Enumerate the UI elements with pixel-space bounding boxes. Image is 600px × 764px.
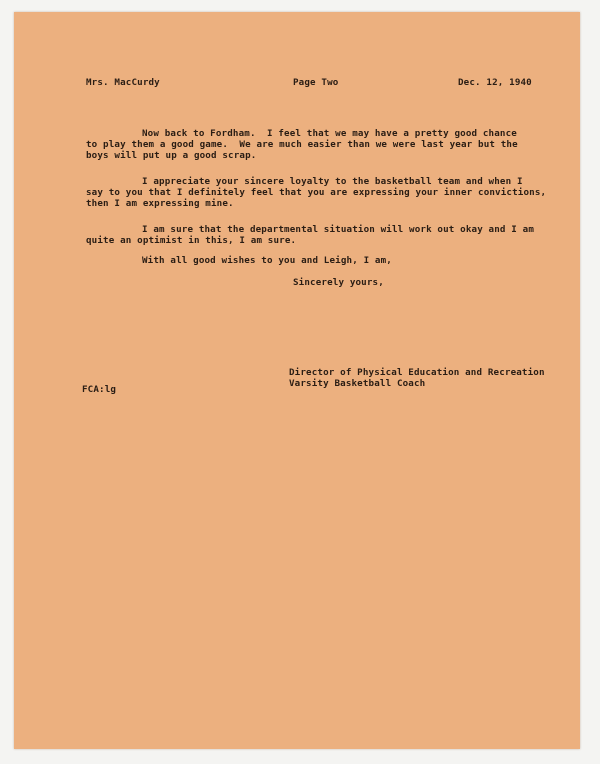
paragraph-2-line-2: say to you that I definitely feel that you are expressing your inner convictions, [86, 187, 547, 198]
letter-date: Dec. 12, 1940 [458, 77, 532, 88]
signature-title-2: Varsity Basketball Coach [289, 378, 426, 389]
signature-title-1: Director of Physical Education and Recreation [289, 367, 545, 378]
paragraph-1-line-2: to play them a good game. We are much easier than we were last year but the [86, 139, 518, 150]
letter-page [14, 12, 580, 749]
paragraph-1-line-3: boys will put up a good scrap. [86, 150, 257, 161]
typist-initials: FCA:lg [82, 384, 117, 395]
closing: Sincerely yours, [293, 277, 384, 288]
paragraph-3-line-1: I am sure that the departmental situation will work out okay and I am [142, 224, 535, 235]
paragraph-4: With all good wishes to you and Leigh, I am, [142, 255, 392, 266]
paragraph-3-line-2: quite an optimist in this, I am sure. [86, 235, 297, 246]
paragraph-2-line-3: then I am expressing mine. [86, 198, 234, 209]
paragraph-1-line-1: Now back to Fordham. I feel that we may have a pretty good chance [142, 128, 517, 139]
recipient-name: Mrs. MacCurdy [86, 77, 160, 88]
paragraph-2-line-1: I appreciate your sincere loyalty to the basketball team and when I [142, 176, 523, 187]
page-number: Page Two [293, 77, 339, 88]
